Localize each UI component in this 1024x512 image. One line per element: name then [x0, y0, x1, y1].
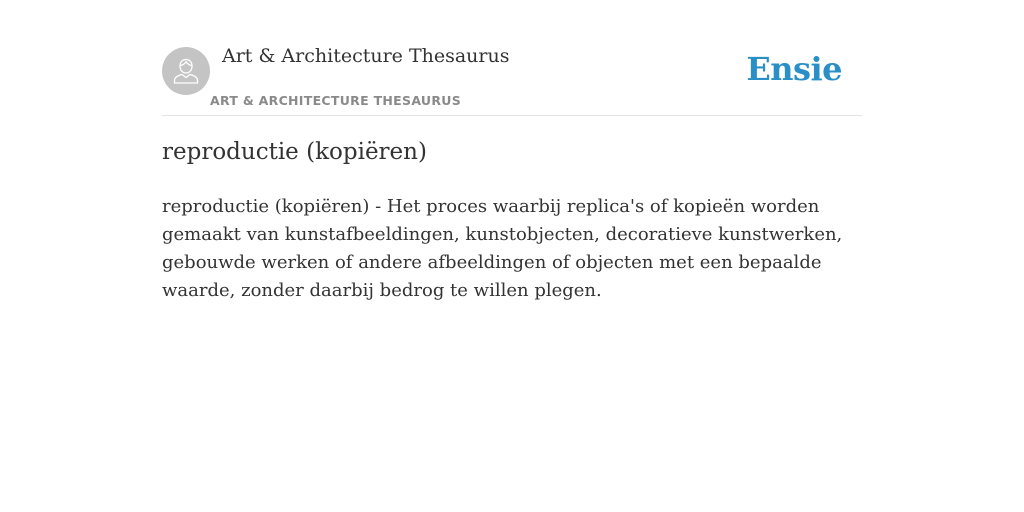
- author-name-link[interactable]: Art & Architecture Thesaurus: [222, 45, 510, 67]
- page-container: [162, 0, 862, 301]
- ensie-logo[interactable]: Ensie: [746, 50, 842, 88]
- category-link[interactable]: ART & ARCHITECTURE THESAURUS: [210, 93, 462, 108]
- term-title: reproductie (kopiëren): [162, 139, 427, 165]
- avatar[interactable]: [162, 47, 210, 95]
- header: [162, 0, 862, 116]
- user-icon: [171, 56, 201, 86]
- term-definition: reproductie (kopiëren) - Het proces waarbij replica's of kopieën worden gemaakt van kunstafbeeldingen, kunstobjecten, decoratieve kunstwerken, gebouwde werken of andere afbeeldingen of objecten met een bepaalde waarde, zonder daarbij bedrog te willen plegen.: [162, 196, 843, 301]
